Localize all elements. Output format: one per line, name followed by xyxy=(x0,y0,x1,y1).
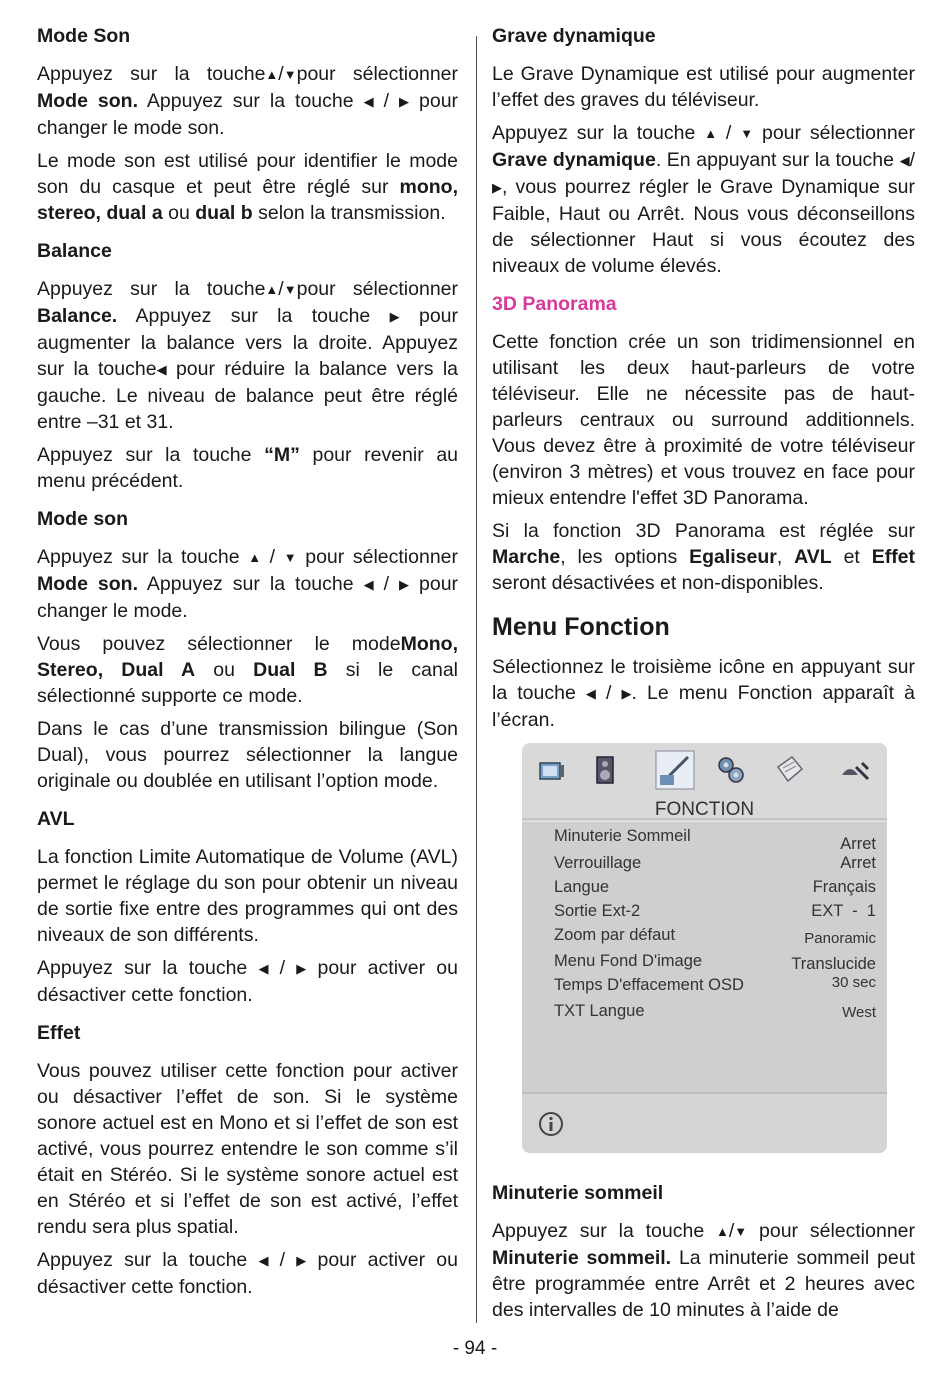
paragraph: Le mode son est utilisé pour identifier le mode son du casque et peut être réglé sur mono, stereo, dual a ou dual b selon la transmission. xyxy=(37,150,458,224)
heading-mode-son-2: Mode son xyxy=(37,508,128,530)
right-arrow-icon: ▶ xyxy=(296,1253,307,1268)
right-arrow-icon: ▶ xyxy=(296,961,307,976)
tv-picture-icon xyxy=(534,753,568,787)
paragraph: Appuyez sur la touche ▲/▼ pour sélectionner Minuterie sommeil. La minuterie sommeil peut être programmée entre Arrêt et 2 heures avec des intervalles de 10 minutes à l’aide de xyxy=(492,1220,915,1321)
paragraph: La fonction Limite Automatique de Volume (AVL) permet le réglage du son pour obtenir un niveau de sortie fixe entre des programmes qui ont des niveaux de son différents. xyxy=(37,846,458,946)
down-arrow-icon: ▼ xyxy=(283,550,297,565)
heading-avl: AVL xyxy=(37,808,75,830)
left-column xyxy=(37,22,458,1300)
heading-menu-fonction: Menu Fonction xyxy=(492,613,670,641)
left-arrow-icon: ◀ xyxy=(899,153,910,168)
left-arrow-icon: ◀ xyxy=(363,94,374,109)
right-arrow-icon: ▶ xyxy=(621,686,632,701)
heading-grave-dynamique: Grave dynamique xyxy=(492,25,656,47)
function-tools-icon xyxy=(654,749,696,791)
left-arrow-icon: ◀ xyxy=(363,577,374,592)
right-arrow-icon: ▶ xyxy=(399,94,409,109)
paragraph: Vous pouvez utiliser cette fonction pour activer ou désactiver l’effet de son. Si le système sonore actuel est en Mono et si l’effet de son est activé, vous pourrez entendre le son comme s’il était en Stéréo. Si le système sonore actuel est en Stéréo et si l’effet de son est activé, l’effet rendu sera plus spatial. xyxy=(37,1060,458,1238)
installation-icon xyxy=(714,753,748,787)
paragraph: Appuyez sur la touche ▲ / ▼ pour sélectionner Grave dynamique. En appuyant sur la touche ◀/▶, vous pourrez régler le Grave Dynamique sur Faible, Haut ou Arrêt. Nous vous déconseillons de sélectionner Haut si vous écoutez des niveaux de volume élevés. xyxy=(492,122,916,277)
settings-icon xyxy=(838,753,872,787)
paragraph: Appuyez sur la touche ◀ / ▶ pour activer ou désactiver cette fonction. xyxy=(37,957,458,1006)
speaker-icon xyxy=(588,753,622,787)
page-number: - 94 - xyxy=(452,1338,498,1359)
paragraph: Le Grave Dynamique est utilisé pour augmenter l’effet des graves du téléviseur. xyxy=(492,63,915,111)
left-arrow-icon: ◀ xyxy=(258,961,269,976)
up-arrow-icon: ▲ xyxy=(248,550,262,565)
info-bar xyxy=(522,1097,887,1153)
paragraph: Si la fonction 3D Panorama est réglée sur Marche, les options Egaliseur, AVL et Effet seront désactivées et non-disponibles. xyxy=(492,520,916,594)
function-menu-screenshot xyxy=(522,743,887,1153)
up-arrow-icon: ▲ xyxy=(265,282,279,297)
paragraph: Sélectionnez le troisième icône en appuyant sur la touche ◀ / ▶. Le menu Fonction apparaît à l’écran. xyxy=(492,656,915,731)
menu-list: Minuterie Sommeil Arret Verrouillage Arret Langue Français Sortie Ext-2 EXT - 1 Zoom par défaut Panoramic Menu Fond D'image Translucide Temps D'effacement OSD 30 sec TXT Langue West xyxy=(522,821,887,1094)
paragraph: Appuyez sur la touche▲/▼pour sélectionner Mode son. Appuyez sur la touche ◀ / ▶ pour changer le mode son. xyxy=(37,63,459,139)
up-arrow-icon: ▲ xyxy=(716,1224,729,1239)
paragraph: Dans le cas d’une transmission bilingue (Son Dual), vous pourrez sélectionner la langue originale ou doublée en utilisant l’option mode. xyxy=(37,718,458,792)
right-arrow-icon: ▶ xyxy=(399,577,409,592)
left-arrow-icon: ◀ xyxy=(156,362,167,377)
paragraph: Appuyez sur la touche▲/▼pour sélectionner Balance. Appuyez sur la touche ▶ pour augmenter la balance vers la droite. Appuyez sur la touche◀ pour réduire la balance vers la gauche. Le niveau de balance peut être réglé entre –31 et 31. xyxy=(37,278,459,433)
paragraph: Appuyez sur la touche ◀ / ▶ pour activer ou désactiver cette fonction. xyxy=(37,1249,458,1298)
heading-minuterie-sommeil: Minuterie sommeil xyxy=(492,1182,664,1204)
right-arrow-icon: ▶ xyxy=(389,309,400,324)
column-divider xyxy=(476,36,477,1323)
paragraph: Appuyez sur la touche “M” pour revenir au menu précédent. xyxy=(37,444,459,492)
heading-mode-son: Mode Son xyxy=(37,25,131,47)
right-column xyxy=(492,22,915,1323)
heading-effet: Effet xyxy=(37,1022,81,1044)
paragraph: Vous pouvez sélectionner le modeMono, Stereo, Dual A ou Dual B si le canal sélectionné supporte ce mode. xyxy=(37,633,459,707)
up-arrow-icon: ▲ xyxy=(704,126,718,141)
down-arrow-icon: ▼ xyxy=(283,67,297,82)
info-icon xyxy=(538,1111,564,1137)
up-arrow-icon: ▲ xyxy=(265,67,279,82)
right-arrow-icon: ▶ xyxy=(492,180,502,195)
heading-3d-panorama: 3D Panorama xyxy=(492,293,617,315)
down-arrow-icon: ▼ xyxy=(734,1224,748,1239)
down-arrow-icon: ▼ xyxy=(740,126,754,141)
panel-title: FONCTION xyxy=(654,799,755,820)
left-arrow-icon: ◀ xyxy=(585,686,596,701)
down-arrow-icon: ▼ xyxy=(283,282,297,297)
paragraph: Cette fonction crée un son tridimensionnel en utilisant les deux haut-parleurs de votre téléviseur. Elle ne nécessite pas de haut-parleurs centraux ou surround additionnels. Vous devez être à proximité de votre téléviseur (environ 3 mètres) et vous trouvez en face pour mieux entendre l'effet 3D Panorama. xyxy=(492,331,915,509)
left-arrow-icon: ◀ xyxy=(258,1253,269,1268)
source-icon xyxy=(772,753,806,787)
paragraph: Appuyez sur la touche ▲ / ▼ pour sélectionner Mode son. Appuyez sur la touche ◀ / ▶ pour changer le mode. xyxy=(37,546,459,622)
heading-balance: Balance xyxy=(37,240,112,262)
